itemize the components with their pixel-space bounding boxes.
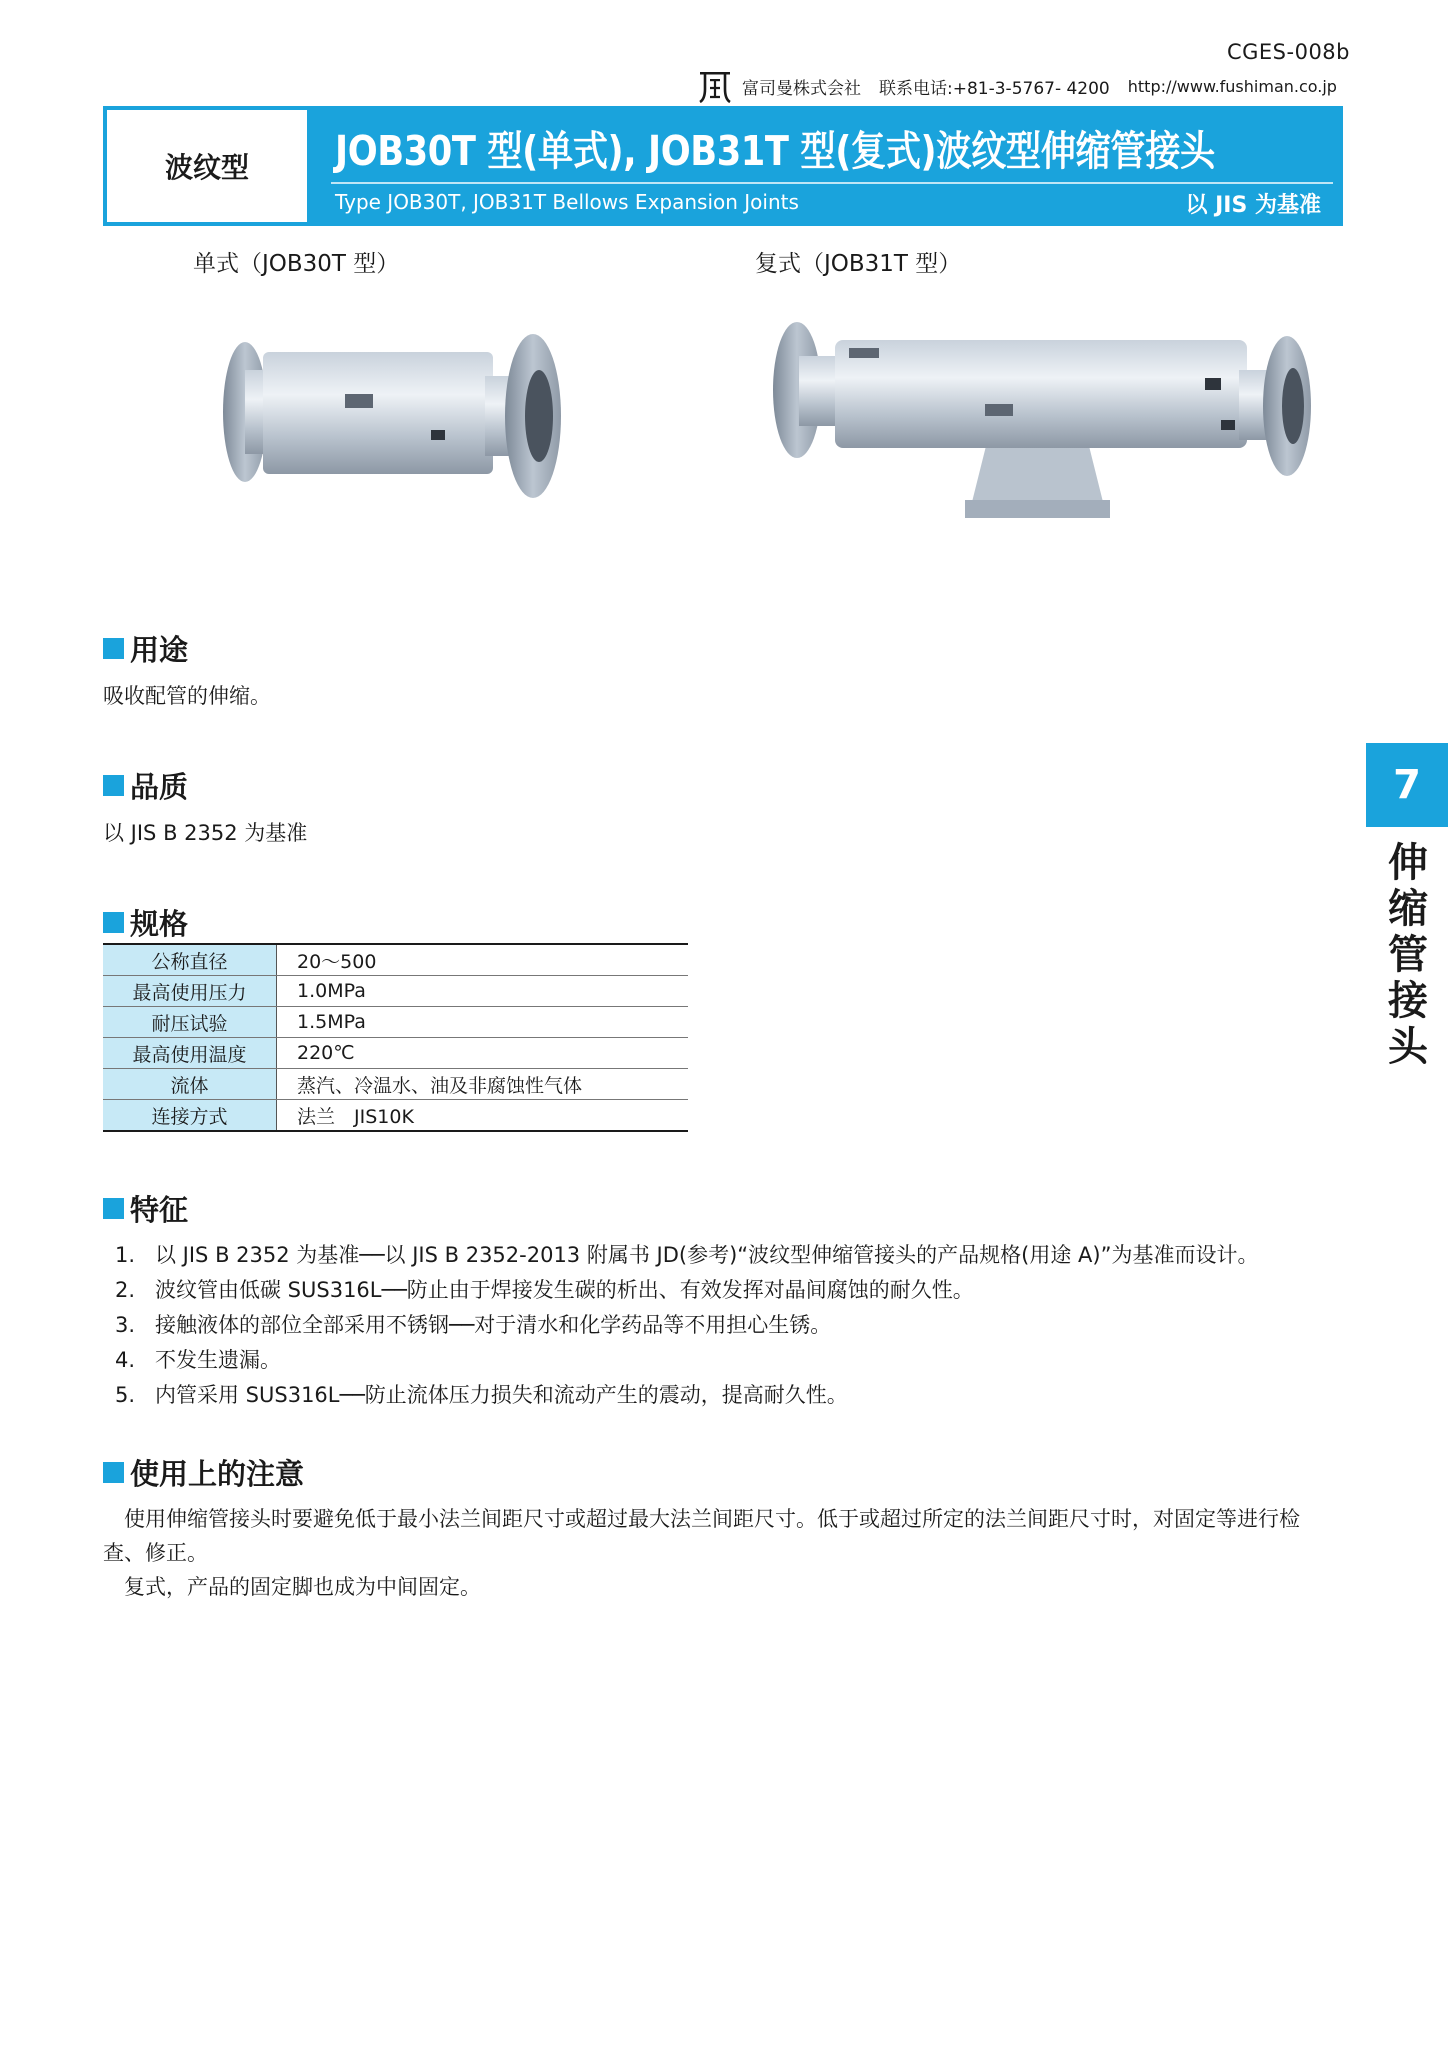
spec-value: 220℃ xyxy=(277,1038,689,1069)
spec-table xyxy=(103,943,688,1132)
section-marker-icon xyxy=(103,638,124,659)
list-item xyxy=(115,1238,1258,1273)
section-marker-icon xyxy=(103,1462,124,1483)
table-row xyxy=(103,1007,688,1038)
category-label: 波纹型 xyxy=(107,110,307,222)
list-text: 不发生遗漏。 xyxy=(155,1348,281,1372)
list-item xyxy=(115,1308,1258,1343)
notes-heading-text: 使用上的注意 xyxy=(130,1457,305,1491)
list-item xyxy=(115,1378,1258,1413)
list-text: 内管采用 SUS316L──防止流体压力损失和流动产生的震动，提高耐久性。 xyxy=(155,1383,848,1407)
quality-heading-text: 品质 xyxy=(130,770,189,804)
company-url[interactable]: http://www.fushiman.co.jp xyxy=(1127,76,1337,96)
notes-paragraph: 复式，产品的固定脚也成为中间固定。 xyxy=(103,1575,481,1599)
title-banner xyxy=(103,106,1343,226)
spec-key: 最高使用温度 xyxy=(103,1038,277,1069)
list-text: 波纹管由低碳 SUS316L──防止由于焊接发生碳的析出、有效发挥对晶间腐蚀的耐久性。 xyxy=(155,1278,974,1302)
title-divider xyxy=(331,182,1333,184)
list-text: 接触液体的部位全部采用不锈钢──对于清水和化学药品等不用担心生锈。 xyxy=(155,1313,832,1337)
page-title: JOB30T 型(单式), JOB31T 型(复式)波纹型伸缩管接头 xyxy=(335,127,1215,175)
quality-heading xyxy=(103,765,188,806)
notes-body xyxy=(103,1502,1338,1604)
chapter-number-tab: 7 xyxy=(1366,743,1448,827)
list-item xyxy=(115,1273,1258,1308)
table-row xyxy=(103,1038,688,1069)
spec-value: 1.5MPa xyxy=(277,1007,689,1038)
company-phone: 联系电话:+81-3-5767- 4200 xyxy=(879,78,1110,99)
table-row xyxy=(103,1069,688,1100)
spec-value: 1.0MPa xyxy=(277,976,689,1007)
features-list xyxy=(115,1238,1258,1413)
features-heading-text: 特征 xyxy=(130,1193,189,1227)
list-number: 2. xyxy=(115,1278,136,1302)
usage-heading xyxy=(103,628,188,669)
list-number: 3. xyxy=(115,1313,136,1337)
features-heading xyxy=(103,1188,188,1229)
list-number: 4. xyxy=(115,1348,136,1372)
list-text: 以 JIS B 2352 为基准──以 JIS B 2352-2013 附属书 JD(参考)“波纹型伸缩管接头的产品规格(用途 A)”为基准而设计。 xyxy=(155,1243,1259,1267)
spec-value: 蒸汽、冷温水、油及非腐蚀性气体 xyxy=(277,1069,689,1100)
usage-text: 吸收配管的伸缩。 xyxy=(103,684,271,708)
spec-key: 公称直径 xyxy=(103,944,277,976)
double-expansion-joint-image xyxy=(765,320,1325,525)
spec-key: 连接方式 xyxy=(103,1100,277,1132)
notes-heading xyxy=(103,1452,304,1493)
list-item xyxy=(115,1343,1258,1378)
spec-value: 20～500 xyxy=(277,944,689,976)
company-info xyxy=(698,68,1337,104)
section-marker-icon xyxy=(103,775,124,796)
list-number: 1. xyxy=(115,1243,136,1267)
table-row xyxy=(103,944,688,976)
company-name: 富司曼株式会社 xyxy=(742,78,861,99)
notes-paragraph: 使用伸缩管接头时要避免低于最小法兰间距尺寸或超过最大法兰间距尺寸。低于或超过所定的法兰间距尺寸时，对固定等进行检查、修正。 xyxy=(103,1507,1300,1565)
list-number: 5. xyxy=(115,1383,136,1407)
spec-key: 耐压试验 xyxy=(103,1007,277,1038)
chapter-label: 伸缩管接头 xyxy=(1388,840,1428,1070)
section-marker-icon xyxy=(103,1198,124,1219)
page-subtitle: Type JOB30T, JOB31T Bellows Expansion Joints xyxy=(335,190,799,214)
single-type-caption: 单式（JOB30T 型） xyxy=(193,251,400,277)
usage-heading-text: 用途 xyxy=(130,633,189,667)
spec-heading-text: 规格 xyxy=(130,907,189,941)
single-expansion-joint-image xyxy=(215,330,575,500)
table-row xyxy=(103,1100,688,1132)
spec-key: 最高使用压力 xyxy=(103,976,277,1007)
section-marker-icon xyxy=(103,912,124,933)
document-code: CGES-008b xyxy=(1226,40,1350,64)
spec-key: 流体 xyxy=(103,1069,277,1100)
table-row xyxy=(103,976,688,1007)
spec-heading xyxy=(103,902,188,943)
double-type-caption: 复式（JOB31T 型） xyxy=(755,251,962,277)
standard-note: 以 JIS 为基准 xyxy=(1185,193,1321,218)
spec-value: 法兰 JIS10K xyxy=(297,1105,414,1128)
quality-text: 以 JIS B 2352 为基准 xyxy=(103,821,308,845)
company-logo-icon xyxy=(698,69,732,103)
